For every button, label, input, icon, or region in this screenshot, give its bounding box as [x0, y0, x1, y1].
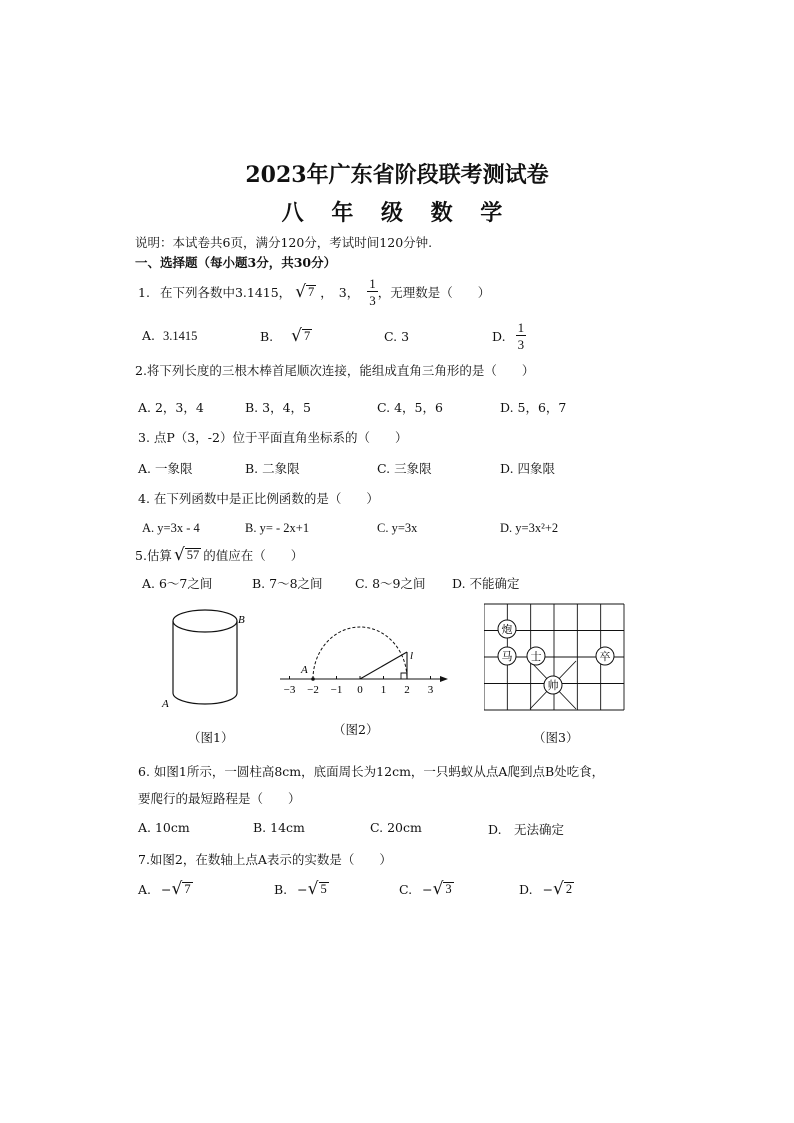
- q3-option-d: D. 四象限: [500, 461, 556, 476]
- q1-d-label: D.: [492, 328, 506, 344]
- piece-label-shuai: 帅: [547, 680, 559, 692]
- q1-a-value: 3.1415: [162, 329, 198, 343]
- minus-sign: −: [297, 881, 308, 897]
- q7-option-d: D. − √ 2: [519, 878, 573, 899]
- chess-piece-shi: [527, 647, 545, 665]
- fig1-label-b: B: [238, 614, 245, 626]
- q2-option-d: D. 5，6，7: [500, 400, 567, 415]
- exam-title: 2023年广东省阶段联考测试卷: [245, 162, 549, 188]
- q1-option-b: B. √ 7: [260, 325, 311, 346]
- q2-option-a: A. 2，3，4: [138, 400, 204, 415]
- sqrt-symbol: √ 7: [295, 281, 315, 302]
- hypotenuse: [360, 652, 407, 679]
- question-6-stem-line1: 6. 如图1所示，一圆柱高8cm，底面周长为12cm，一只蚂蚁从点A爬到点B处吃食，: [138, 764, 605, 779]
- cylinder-bottom: [173, 693, 237, 704]
- q7-a-label: A.: [138, 881, 152, 897]
- q5-radicand: 57: [186, 547, 200, 562]
- q1-d-num: 1: [517, 320, 525, 335]
- chess-piece-pao: [498, 620, 516, 638]
- q1-b-radicand: 7: [304, 328, 311, 343]
- q3-option-b: B. 二象限: [245, 461, 300, 476]
- axis-tick-label: 0: [357, 684, 363, 696]
- q5-stem-pre: 5.估算: [135, 548, 172, 563]
- q7-option-c: C. − √ 3: [399, 878, 452, 899]
- q1-stem-post: ，无理数是（ ）: [377, 285, 491, 300]
- q1-frac-den: 3: [369, 293, 376, 308]
- q1-sep: ，: [320, 285, 333, 300]
- axis-tick-label: 3: [427, 684, 434, 696]
- piece-label-shi: 士: [530, 651, 542, 663]
- figure-1-caption: （图1）: [188, 730, 234, 745]
- instructions: 说明：本试卷共6页，满分120分，考试时间120分钟.: [135, 235, 433, 250]
- arc-dashed: [313, 627, 407, 679]
- q1-a-label: A.: [142, 328, 156, 343]
- figure-2-caption: （图2）: [333, 722, 379, 737]
- figure-2-number-line: [276, 612, 456, 697]
- question-7-stem: 7.如图2，在数轴上点A表示的实数是（ ）: [138, 852, 392, 867]
- q3-option-c: C. 三象限: [377, 461, 432, 476]
- minus-sign: −: [161, 881, 172, 897]
- piece-label-pao: 炮: [501, 624, 513, 636]
- q7-d-label: D.: [519, 881, 533, 897]
- question-4-stem: 4. 在下列函数中是正比例函数的是（ ）: [138, 491, 379, 506]
- q1-radicand: 7: [308, 284, 315, 299]
- q5-option-b: B. 7～8之间: [252, 576, 323, 591]
- right-angle-mark: [401, 673, 407, 679]
- question-1-options: [142, 318, 642, 354]
- figure-3-caption: （图3）: [533, 730, 579, 745]
- q6-option-b: B. 14cm: [253, 820, 305, 835]
- minus-sign: −: [422, 881, 433, 897]
- figure-1-cylinder: [160, 605, 255, 715]
- axis-arrow: [440, 676, 448, 682]
- axis-tick-label: −3: [283, 684, 296, 696]
- q3-option-a: A. 一象限: [138, 461, 193, 476]
- piece-label-ma: 马: [501, 651, 513, 663]
- question-3-stem: 3. 点P（3，-2）位于平面直角坐标系的（ ）: [138, 430, 408, 445]
- fig2-label-l: l: [410, 650, 414, 662]
- q7-c-label: C.: [399, 881, 413, 897]
- q7-b-label: B.: [274, 881, 288, 897]
- q1-option-a: [142, 328, 260, 344]
- q1-d-den: 3: [517, 337, 525, 352]
- section-heading-choice: 一、选择题（每小题3分，共30分）: [135, 255, 337, 270]
- question-7-options: [138, 876, 608, 902]
- q7-a-radicand: 7: [184, 881, 191, 896]
- q7-c-radicand: 3: [445, 881, 452, 896]
- chess-piece-shuai: [544, 676, 562, 694]
- axis-tick-label: −2: [307, 684, 319, 696]
- cylinder-top: [173, 610, 237, 632]
- q7-option-a: A. − √ 7: [138, 878, 191, 899]
- minus-sign: −: [542, 881, 554, 897]
- sqrt-symbol: √ 57: [173, 544, 200, 565]
- q2-option-c: C. 4，5，6: [377, 400, 443, 415]
- question-5-stem: [135, 543, 303, 567]
- q4-option-a: A. y=3x - 4: [142, 521, 200, 535]
- q1-frac-num: 1: [369, 276, 376, 291]
- q4-option-b: B. y= - 2x+1: [245, 521, 310, 535]
- q5-option-c: C. 8～9之间: [355, 576, 426, 591]
- q1-three: 3，: [338, 285, 360, 300]
- axis-tick-label: 2: [404, 684, 410, 696]
- q1-number: 1.: [138, 284, 150, 300]
- q4-option-d: D. y=3x²+2: [500, 521, 559, 535]
- q2-option-b: B. 3，4，5: [245, 400, 311, 415]
- q7-b-radicand: 5: [320, 881, 327, 896]
- q6-option-a: A. 10cm: [138, 820, 190, 835]
- q1-option-d: [492, 321, 526, 351]
- q6-option-d: D. 无法确定: [488, 822, 565, 837]
- fig2-label-a: A: [301, 664, 308, 676]
- question-1-stem: [138, 274, 490, 310]
- axis-tick-label: −1: [330, 684, 343, 696]
- question-6-stem-line2: 要爬行的最短路程是（ ）: [138, 791, 301, 806]
- chess-piece-zu: [596, 647, 614, 665]
- q7-d-radicand: 2: [565, 881, 573, 896]
- q1-option-c: C. 3: [384, 328, 410, 344]
- figure-3-chess-board: [484, 600, 629, 715]
- question-2-stem: 2.将下列长度的三根木棒首尾顺次连接，能组成直角三角形的是（ ）: [135, 363, 535, 378]
- q1-b-label: B.: [260, 328, 274, 344]
- q1-stem-pre: 在下列各数中3.1415，: [159, 285, 292, 300]
- q5-stem-post: 的值应在（ ）: [203, 548, 304, 563]
- axis-tick-label: 1: [380, 684, 387, 696]
- q4-option-c: C. y=3x: [377, 521, 418, 535]
- q1-fraction: [367, 277, 378, 307]
- exam-subject: 八 年 级 数 学: [281, 200, 513, 226]
- q5-option-a: A. 6～7之间: [142, 576, 213, 591]
- piece-label-zu: 卒: [599, 651, 611, 663]
- q5-option-d: D. 不能确定: [452, 576, 520, 591]
- fig1-label-a: A: [162, 698, 169, 710]
- q7-option-b: B. − √ 5: [274, 878, 327, 899]
- chess-piece-ma: [498, 647, 516, 665]
- q6-option-c: C. 20cm: [370, 820, 422, 835]
